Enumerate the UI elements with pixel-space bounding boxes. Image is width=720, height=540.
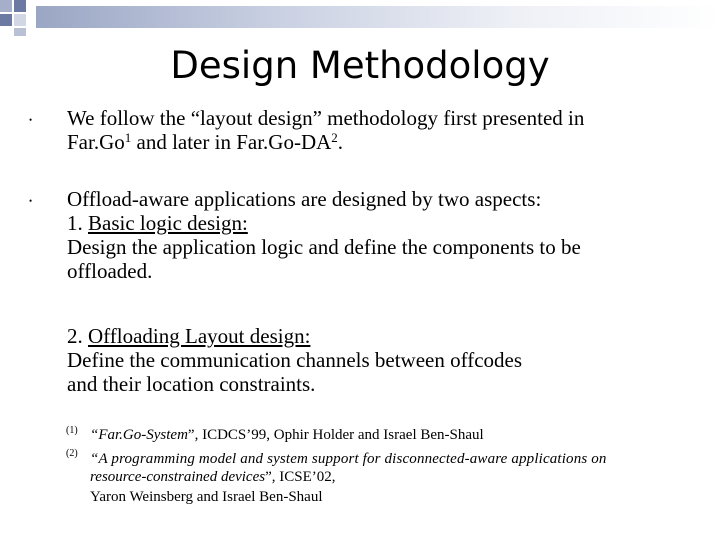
reference-2-line-1: “A programming model and system support for disconnected-aware applications on [90,451,607,467]
decor-square [28,14,36,26]
reference-2-number: (2) [66,448,78,459]
bullet-dot: • [29,196,33,206]
decor-square [14,0,26,12]
decor-square [14,28,26,36]
reference-2-line-3: Yaron Weinsberg and Israel Ben-Shaul [90,489,323,505]
reference-1-line: “Far.Go-System”, ICDCS’99, Ophir Holder and Israel Ben-Shaul [90,427,484,443]
aspect-1-desc-line-1: Design the application logic and define the components to be [67,235,581,259]
bullet-1-line-2: Far.Go$^1$ and later in $Far.Go-DA^2$. [67,130,344,154]
bullet-1-text [67,106,707,154]
header-decoration [0,0,720,40]
aspect-2-desc-line-1: Define the communication channels between offcodes [67,348,523,372]
aspect-2-block [67,324,707,396]
decor-square [14,14,26,26]
aspect-1-desc-line-2: offloaded. [67,259,153,283]
aspect-2-heading: 2. Offloading Layout design: [67,324,311,348]
aspect-1-heading: 1. Basic logic design: [67,211,248,235]
reference-2-line-2: resource-constrained devices”, ICSE’02, [90,469,336,485]
decor-square [0,0,12,12]
reference-1-number: (1) [66,425,78,436]
bullet-dot: • [29,115,33,125]
bullet-2-text [67,187,707,283]
slide-title: Design Methodology [170,44,550,87]
aspect-2-desc-line-2: and their location constraints. [67,372,316,396]
header-gradient-band [36,6,720,28]
bullet-1-line-1: We follow the “layout design” methodology first presented in [67,106,585,130]
decor-square [0,14,12,26]
bullet-2-line-1: Offload-aware applications are designed by two aspects: [67,187,542,211]
